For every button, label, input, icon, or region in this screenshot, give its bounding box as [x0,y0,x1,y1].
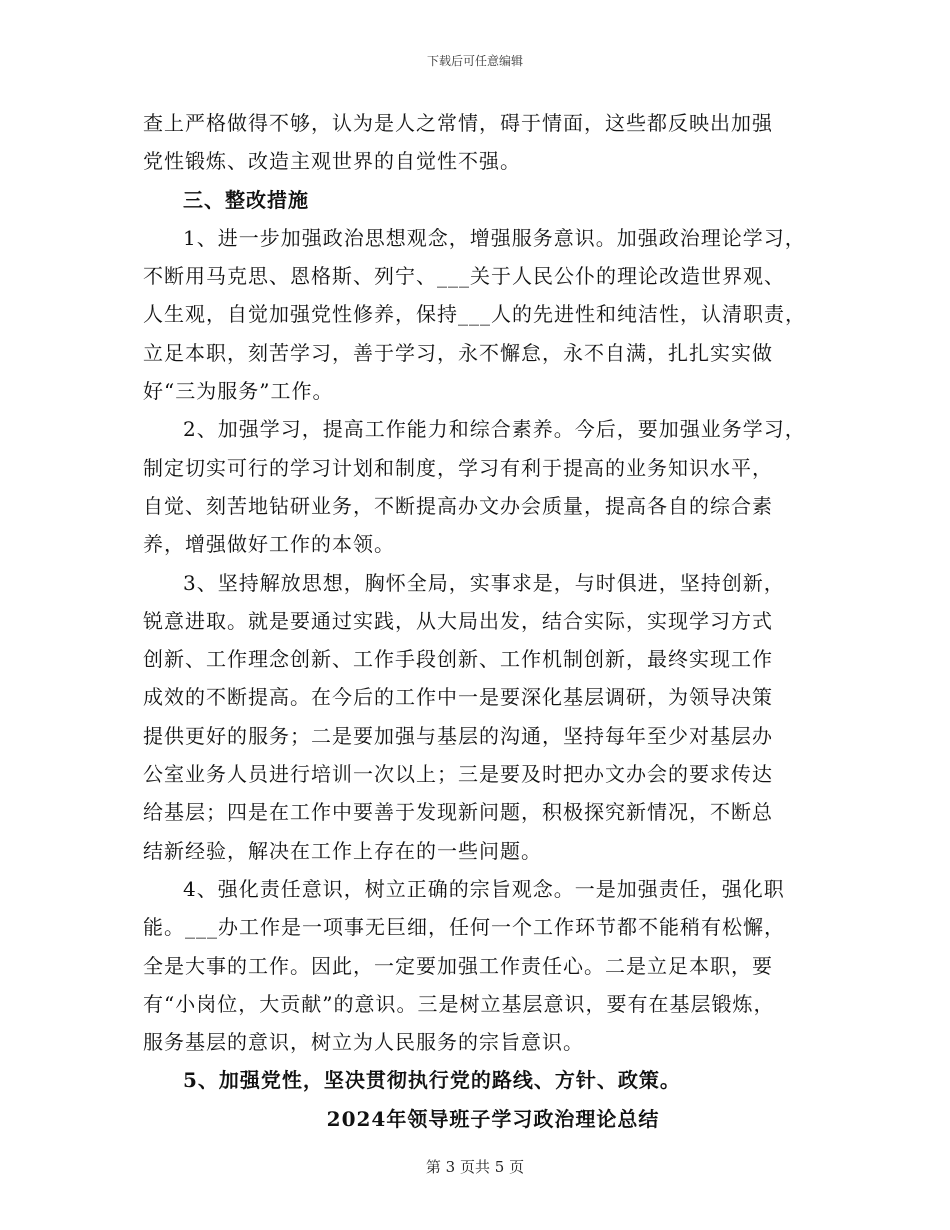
section-heading: 三、整改措施 [183,187,309,212]
page-header: 下载后可任意编辑 [426,54,523,68]
body-line: 自觉、刻苦地钻研业务，不断提高办文办会质量，提高各自的综合素 [143,493,773,518]
body-line: 养，增强做好工作的本领。 [143,532,395,557]
body-line: 提供更好的服务；二是要加强与基层的沟通，坚持每年至少对基层办 [143,723,773,748]
body-line: 制定切实可行的学习计划和制度，学习有利于提高的业务知识水平， [143,455,773,480]
body-line: 成效的不断提高。在今后的工作中一是要深化基层调研，为领导决策 [143,685,773,710]
body-line: 4、强化责任意识，树立正确的宗旨观念。一是加强责任，强化职 [183,876,785,901]
body-line: 好“三为服务”工作。 [143,379,334,404]
body-line: 给基层；四是在工作中要善于发现新问题，积极探究新情况，不断总 [143,800,773,825]
body-line: 服务基层的意识，树立为人民服务的宗旨意识。 [143,1030,584,1055]
body-line: 公室业务人员进行培训一次以上；三是要及时把办文办会的要求传达 [143,762,773,787]
body-line: 人生观，自觉加强党性修养，保持___人的先进性和纯洁性，认清职责， [143,302,806,327]
body-line: 查上严格做得不够，认为是人之常情，碍于情面，这些都反映出加强 [143,111,773,135]
body-line: 立足本职，刻苦学习，善于学习，永不懈怠，永不自满，扎扎实实做 [143,340,773,365]
body-line: 全是大事的工作。因此，一定要加强工作责任心。二是立足本职，要 [143,953,773,978]
body-line: 2、加强学习，提高工作能力和综合素养。今后，要加强业务学习， [183,417,806,442]
body-line: 结新经验，解决在工作上存在的一些问题。 [143,838,542,863]
body-line: 不断用马克思、恩格斯、列宁、___关于人民公仆的理论改造世界观、 [143,264,785,289]
document-body [143,104,823,1138]
page-footer: 第 3 页共 5 页 [425,1158,525,1176]
body-line: 党性锻炼、改造主观世界的自觉性不强。 [143,149,521,174]
body-line: 1、进一步加强政治思想观念，增强服务意识。加强政治理论学习， [183,225,806,250]
body-line: 锐意进取。就是要通过实践，从大局出发，结合实际，实现学习方式 [143,608,773,633]
body-line: 3、坚持解放思想，胸怀全局，实事求是，与时俱进，坚持创新， [183,570,785,595]
document-title: 2024年领导班子学习政治理论总结 [326,1106,660,1131]
body-line: 能。___办工作是一项事无巨细，任何一个工作环节都不能稍有松懈， [143,915,785,940]
bold-measure-line: 5、加强党性，坚决贯彻执行党的路线、方针、政策。 [183,1068,681,1093]
body-line: 创新、工作理念创新、工作手段创新、工作机制创新，最终实现工作 [143,647,773,672]
body-line: 有“小岗位，大贡献”的意识。三是树立基层意识，要有在基层锻炼， [143,991,775,1016]
